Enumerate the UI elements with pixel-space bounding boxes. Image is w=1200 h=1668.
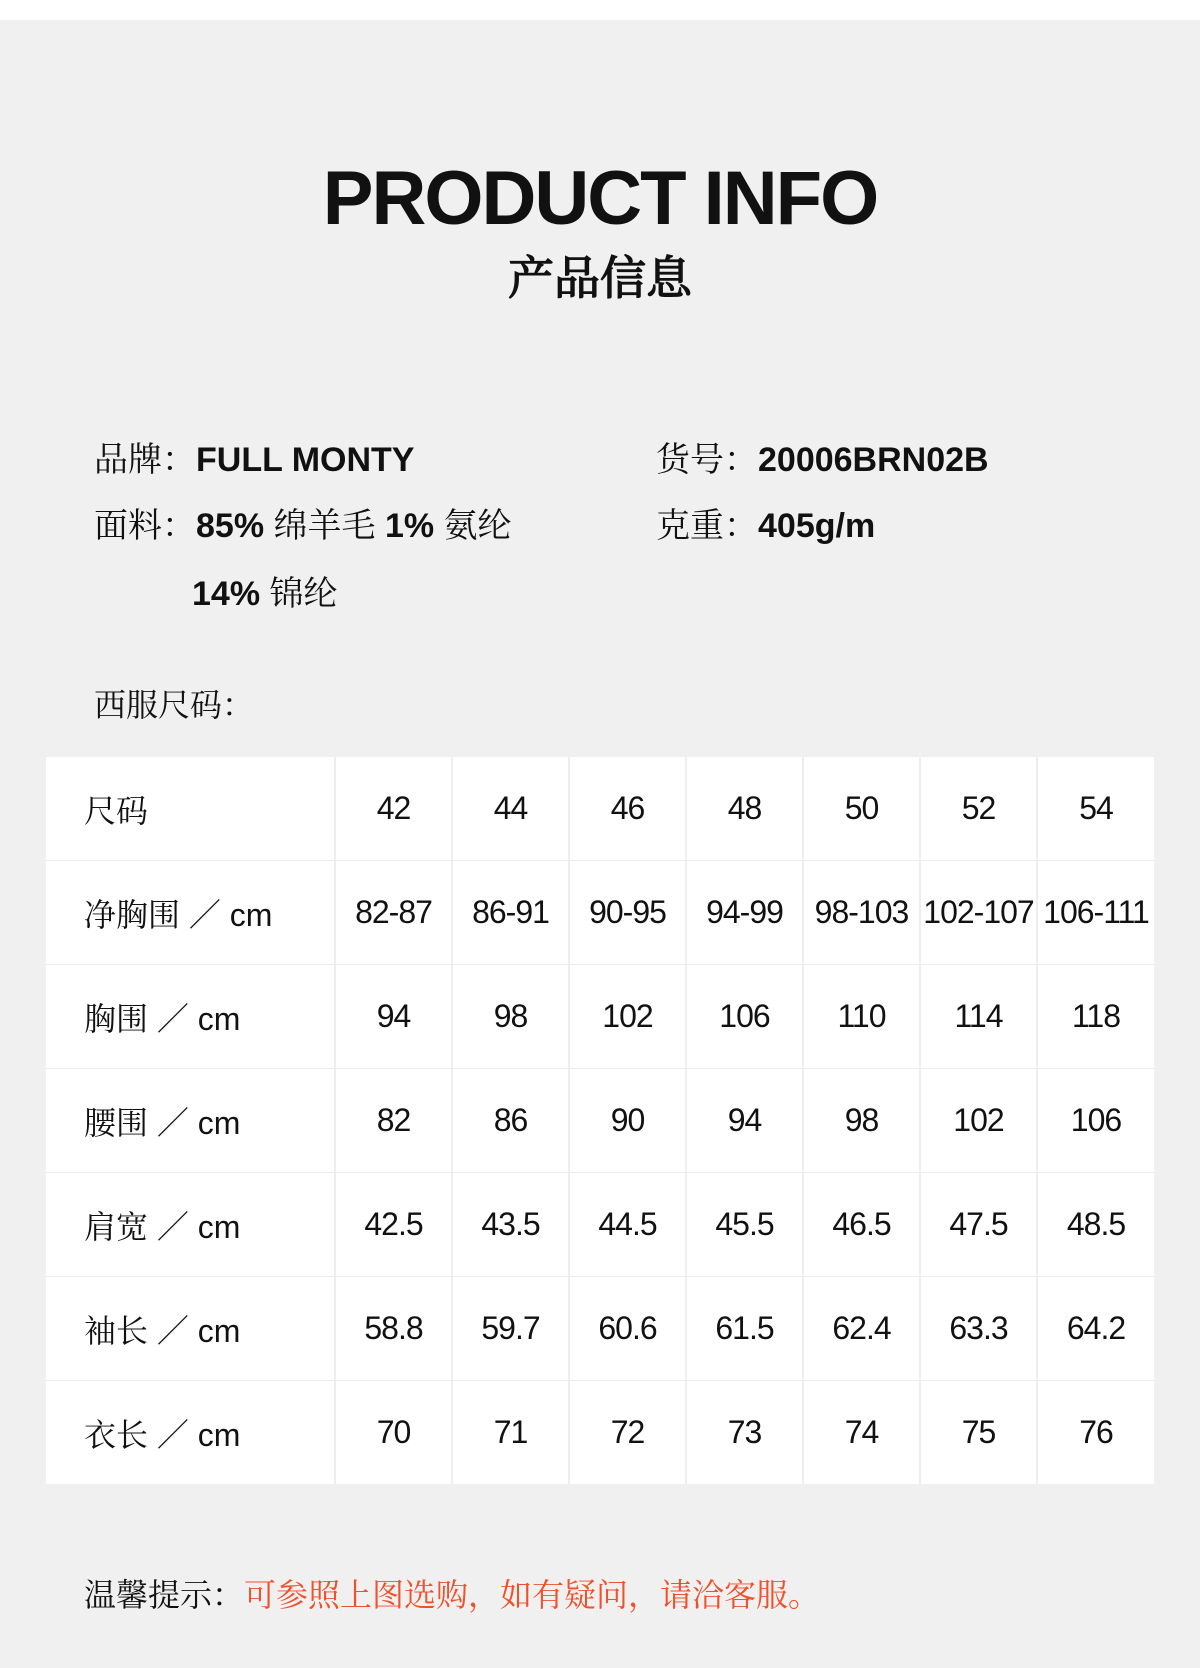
weight-value: 405g/m [758, 507, 876, 545]
table-cell: 71 [452, 1381, 569, 1485]
table-cell: 94 [686, 1069, 803, 1173]
table-cell: 94 [335, 965, 452, 1069]
sku-value: 20006BRN02B [758, 441, 989, 479]
fabric-composition-line2 [192, 575, 338, 613]
table-cell: 48 [686, 757, 803, 861]
table-row [46, 861, 1154, 965]
tip-label: 温馨提示： [84, 1577, 245, 1613]
row-label: 衣长 ／ cm [46, 1381, 335, 1485]
table-cell: 94-99 [686, 861, 803, 965]
table-cell: 106-111 [1037, 861, 1154, 965]
table-cell: 90-95 [569, 861, 686, 965]
row-label: 尺码 [46, 757, 335, 861]
table-row [46, 1277, 1154, 1381]
tip-note: 可参照上图选购，如有疑问，请洽客服。 [244, 1577, 821, 1613]
fabric-part: 氨纶 [443, 507, 512, 545]
sku-row [656, 432, 989, 481]
brand-row [94, 432, 414, 481]
fabric-part: 14% [192, 575, 270, 613]
table-cell: 42.5 [335, 1173, 452, 1277]
table-cell: 98 [803, 1069, 920, 1173]
table-row [46, 1069, 1154, 1173]
table-cell: 44.5 [569, 1173, 686, 1277]
table-cell: 86-91 [452, 861, 569, 965]
table-cell: 46.5 [803, 1173, 920, 1277]
fabric-part: 85% [196, 507, 274, 545]
page-title-cn: 产品信息 [508, 252, 692, 304]
fabric-part: 绵羊毛 [273, 507, 385, 545]
table-row [46, 965, 1154, 1069]
table-cell: 44 [452, 757, 569, 861]
brand-label: 品牌： [94, 441, 196, 479]
table-cell: 63.3 [920, 1277, 1037, 1381]
table-cell: 90 [569, 1069, 686, 1173]
product-info-page [0, 20, 1200, 1668]
table-cell: 106 [1037, 1069, 1154, 1173]
table-cell: 52 [920, 757, 1037, 861]
table-cell: 102 [920, 1069, 1037, 1173]
table-cell: 64.2 [1037, 1277, 1154, 1381]
table-cell: 62.4 [803, 1277, 920, 1381]
table-cell: 118 [1037, 965, 1154, 1069]
table-cell: 75 [920, 1381, 1037, 1485]
table-cell: 54 [1037, 757, 1154, 861]
table-cell: 98 [452, 965, 569, 1069]
page-title-en: PRODUCT INFO [322, 156, 878, 241]
row-label: 袖长 ／ cm [46, 1277, 335, 1381]
table-cell: 58.8 [335, 1277, 452, 1381]
tip-row [84, 1570, 820, 1616]
sku-label: 货号： [656, 441, 758, 479]
row-label: 胸围 ／ cm [46, 965, 335, 1069]
table-cell: 110 [803, 965, 920, 1069]
table-cell: 45.5 [686, 1173, 803, 1277]
table-cell: 82 [335, 1069, 452, 1173]
table-cell: 74 [803, 1381, 920, 1485]
table-cell: 46 [569, 757, 686, 861]
table-cell: 106 [686, 965, 803, 1069]
table-row [46, 1381, 1154, 1485]
table-cell: 102 [569, 965, 686, 1069]
table-cell: 72 [569, 1381, 686, 1485]
fabric-part: 锦纶 [269, 575, 338, 613]
table-cell: 73 [686, 1381, 803, 1485]
table-cell: 82-87 [335, 861, 452, 965]
row-label: 肩宽 ／ cm [46, 1173, 335, 1277]
row-label: 腰围 ／ cm [46, 1069, 335, 1173]
table-cell: 98-103 [803, 861, 920, 965]
table-cell: 61.5 [686, 1277, 803, 1381]
table-cell: 114 [920, 965, 1037, 1069]
table-row [46, 757, 1154, 861]
size-table [46, 757, 1154, 1484]
table-cell: 76 [1079, 1414, 1113, 1450]
table-cell: 70 [335, 1381, 452, 1485]
table-cell: 86 [452, 1069, 569, 1173]
fabric-composition-line1 [196, 507, 512, 545]
fabric-row [94, 498, 512, 547]
row-label: 净胸围 ／ cm [46, 861, 335, 965]
fabric-row-2 [192, 566, 338, 615]
table-cell: 42 [335, 757, 452, 861]
weight-label: 克重： [656, 507, 758, 545]
table-cell: 59.7 [452, 1277, 569, 1381]
table-cell: 50 [803, 757, 920, 861]
table-cell: 60.6 [569, 1277, 686, 1381]
table-row [46, 1173, 1154, 1277]
size-section-label: 西服尺码： [94, 687, 255, 723]
table-cell: 47.5 [920, 1173, 1037, 1277]
table-cell: 48.5 [1037, 1173, 1154, 1277]
table-cell: 43.5 [452, 1173, 569, 1277]
fabric-label: 面料： [94, 507, 196, 545]
brand-value: FULL MONTY [196, 441, 415, 479]
fabric-part: 1% [384, 507, 444, 545]
table-cell: 102-107 [920, 861, 1037, 965]
weight-row [656, 498, 875, 547]
